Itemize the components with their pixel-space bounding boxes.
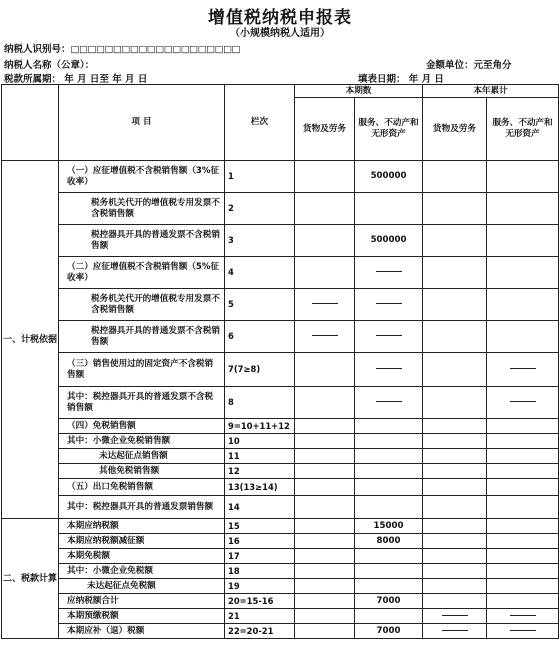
cell-goods (295, 496, 355, 519)
cell-services (355, 289, 423, 321)
row-item-label: 其中：税控器具开具的普通发票不含税销售额 (59, 387, 225, 419)
cell-ytd-services (487, 257, 559, 289)
table-row (2, 549, 559, 564)
dash-mark (442, 615, 468, 616)
row-item-label: （四）免税销售额 (59, 419, 225, 434)
cell-ytd-services (487, 353, 559, 387)
cell-services: 500000 (355, 161, 423, 193)
row-item-label: 税控器具开具的普通发票不含税销售额 (59, 321, 225, 353)
row-line-number: 4 (225, 257, 295, 289)
cell-ytd-services (487, 594, 559, 609)
row-line-number: 8 (225, 387, 295, 419)
row-line-number: 14 (225, 496, 295, 519)
cell-ytd-services (487, 289, 559, 321)
cell-goods (295, 289, 355, 321)
cell-goods (295, 449, 355, 464)
table-row (2, 225, 559, 257)
cell-services (355, 549, 423, 564)
cell-services (355, 479, 423, 496)
cell-ytd-services (487, 321, 559, 353)
table-row (2, 353, 559, 387)
table-row (2, 193, 559, 225)
taxpayer-id-boxes: □□□□□□□□□□□□□□□□□□□□ (70, 44, 241, 55)
cell-ytd-services (487, 579, 559, 594)
cell-ytd-services (487, 564, 559, 579)
table-row (2, 434, 559, 449)
cell-goods (295, 193, 355, 225)
table-row (2, 387, 559, 419)
cell-goods (295, 419, 355, 434)
cell-ytd-services (487, 161, 559, 193)
cell-services (355, 496, 423, 519)
row-line-number: 9=10+11+12 (225, 419, 295, 434)
table-row (2, 464, 559, 479)
taxpayer-name-label: 纳税人名称（公章）： (4, 60, 95, 71)
column-header-item: 项 目 (59, 85, 225, 161)
cell-ytd-goods (423, 225, 487, 257)
section-1-label: 一、计税依据 (2, 161, 59, 519)
cell-ytd-services (487, 609, 559, 624)
row-item-label: （三）销售使用过的固定资产不含税销售额 (59, 353, 225, 387)
cell-goods (295, 594, 355, 609)
cell-services (355, 564, 423, 579)
cell-ytd-services (487, 193, 559, 225)
column-header-ytd-services: 服务、不动产和无形资产 (487, 98, 559, 161)
cell-ytd-goods (423, 609, 487, 624)
cell-goods (295, 434, 355, 449)
row-line-number: 11 (225, 449, 295, 464)
cell-services: 8000 (355, 534, 423, 549)
cell-ytd-services (487, 387, 559, 419)
row-line-number: 18 (225, 564, 295, 579)
column-header-goods: 货物及劳务 (295, 98, 355, 161)
cell-ytd-services (487, 534, 559, 549)
form-title: 增值税纳税申报表 (208, 8, 352, 28)
cell-ytd-goods (423, 479, 487, 496)
row-line-number: 21 (225, 609, 295, 624)
dash-mark (376, 303, 402, 304)
cell-ytd-services (487, 519, 559, 534)
cell-ytd-goods (423, 419, 487, 434)
dash-mark (376, 368, 402, 369)
dash-mark (376, 271, 402, 272)
cell-goods (295, 479, 355, 496)
dash-mark (312, 335, 338, 336)
cell-goods (295, 609, 355, 624)
cell-services (355, 387, 423, 419)
cell-ytd-services (487, 419, 559, 434)
row-line-number: 16 (225, 534, 295, 549)
cell-services: 7000 (355, 624, 423, 639)
cell-ytd-goods (423, 534, 487, 549)
row-item-label: 应纳税额合计 (59, 594, 225, 609)
cell-ytd-services (487, 549, 559, 564)
section-2-label: 二、税款计算 (2, 519, 59, 639)
cell-goods (295, 225, 355, 257)
header-corner (2, 85, 59, 161)
cell-ytd-goods (423, 464, 487, 479)
cell-ytd-goods (423, 594, 487, 609)
cell-ytd-goods (423, 353, 487, 387)
row-line-number: 13(13≥14) (225, 479, 295, 496)
cell-ytd-goods (423, 564, 487, 579)
row-line-number: 2 (225, 193, 295, 225)
table-row (2, 609, 559, 624)
cell-ytd-goods (423, 496, 487, 519)
table-row (2, 257, 559, 289)
cell-goods (295, 464, 355, 479)
currency-unit: 金额单位：元至角分 (426, 60, 512, 71)
cell-services (355, 434, 423, 449)
cell-ytd-goods (423, 387, 487, 419)
row-item-label: 未达起征点免税额 (59, 579, 225, 594)
table-row (2, 321, 559, 353)
cell-services (355, 257, 423, 289)
cell-ytd-services (487, 434, 559, 449)
row-item-label: 本期预缴税额 (59, 609, 225, 624)
cell-goods (295, 534, 355, 549)
cell-ytd-goods (423, 161, 487, 193)
cell-goods (295, 549, 355, 564)
row-item-label: （二）应征增值税不含税销售额（5%征收率） (59, 257, 225, 289)
cell-ytd-services (487, 464, 559, 479)
dash-mark (510, 368, 536, 369)
cell-ytd-goods (423, 193, 487, 225)
table-row (2, 564, 559, 579)
cell-services (355, 579, 423, 594)
cell-goods (295, 161, 355, 193)
cell-ytd-services (487, 479, 559, 496)
dash-mark (510, 615, 536, 616)
taxpayer-id-label: 纳税人识别号： (4, 44, 71, 55)
cell-ytd-goods (423, 449, 487, 464)
dash-mark (510, 401, 536, 402)
cell-services (355, 353, 423, 387)
row-item-label: 其中：小微企业免税额 (59, 564, 225, 579)
cell-goods (295, 579, 355, 594)
row-line-number: 10 (225, 434, 295, 449)
cell-ytd-services (487, 449, 559, 464)
row-item-label: 未达起征点销售额 (59, 449, 225, 464)
row-item-label: 本期应纳税额 (59, 519, 225, 534)
column-header-line: 栏次 (225, 85, 295, 161)
dash-mark (376, 401, 402, 402)
cell-services (355, 419, 423, 434)
tax-period: 税款所属期： 年 月 日至 年 月 日 (4, 74, 148, 85)
row-item-label: 其中：税控器具开具的普通发票销售额 (59, 496, 225, 519)
table-row (2, 419, 559, 434)
cell-services: 500000 (355, 225, 423, 257)
row-line-number: 22=20-21 (225, 624, 295, 639)
cell-goods (295, 321, 355, 353)
row-item-label: 税务机关代开的增值税专用发票不含税销售额 (59, 289, 225, 321)
fill-date: 填表日期： 年 月 日 (358, 74, 444, 85)
column-header-ytd: 本年累计 (423, 85, 559, 98)
row-item-label: 税务机关代开的增值税专用发票不含税销售额 (59, 193, 225, 225)
table-row (2, 579, 559, 594)
table-row (2, 594, 559, 609)
form-subtitle: （小规模纳税人适用） (230, 28, 330, 39)
table-row (2, 479, 559, 496)
row-line-number: 3 (225, 225, 295, 257)
dash-mark (376, 335, 402, 336)
column-header-services: 服务、不动产和无形资产 (355, 98, 423, 161)
table-row (2, 534, 559, 549)
row-item-label: （一）应征增值税不含税销售额（3%征收率） (59, 161, 225, 193)
row-line-number: 7(7≥8) (225, 353, 295, 387)
cell-goods (295, 353, 355, 387)
row-item-label: 其中：小微企业免税销售额 (59, 434, 225, 449)
row-item-label: 本期应补（退）税额 (59, 624, 225, 639)
row-item-label: 其他免税销售额 (59, 464, 225, 479)
row-item-label: 本期应纳税额减征额 (59, 534, 225, 549)
dash-mark (312, 303, 338, 304)
cell-ytd-goods (423, 624, 487, 639)
row-item-label: 本期免税额 (59, 549, 225, 564)
table-row (2, 161, 559, 193)
dash-mark (442, 630, 468, 631)
row-line-number: 6 (225, 321, 295, 353)
cell-services (355, 609, 423, 624)
table-row (2, 289, 559, 321)
cell-ytd-goods (423, 519, 487, 534)
row-line-number: 12 (225, 464, 295, 479)
cell-goods (295, 624, 355, 639)
column-header-ytd-goods: 货物及劳务 (423, 98, 487, 161)
row-line-number: 1 (225, 161, 295, 193)
cell-goods (295, 387, 355, 419)
row-item-label: （五）出口免税销售额 (59, 479, 225, 496)
dash-mark (510, 630, 536, 631)
column-header-current: 本期数 (295, 85, 423, 98)
cell-ytd-goods (423, 257, 487, 289)
row-line-number: 17 (225, 549, 295, 564)
tax-return-table (1, 84, 559, 639)
cell-ytd-goods (423, 321, 487, 353)
row-line-number: 19 (225, 579, 295, 594)
table-row (2, 496, 559, 519)
cell-ytd-goods (423, 434, 487, 449)
row-line-number: 5 (225, 289, 295, 321)
cell-ytd-services (487, 225, 559, 257)
cell-services (355, 449, 423, 464)
row-item-label: 税控器具开具的普通发票不含税销售额 (59, 225, 225, 257)
table-row (2, 519, 559, 534)
table-row (2, 449, 559, 464)
cell-ytd-goods (423, 289, 487, 321)
cell-services: 7000 (355, 594, 423, 609)
cell-goods (295, 564, 355, 579)
cell-goods (295, 519, 355, 534)
cell-ytd-goods (423, 579, 487, 594)
cell-ytd-goods (423, 549, 487, 564)
table-row (2, 624, 559, 639)
taxpayer-id-line (4, 41, 240, 55)
row-line-number: 15 (225, 519, 295, 534)
row-line-number: 20=15-16 (225, 594, 295, 609)
cell-services (355, 193, 423, 225)
cell-services (355, 464, 423, 479)
cell-services: 15000 (355, 519, 423, 534)
cell-services (355, 321, 423, 353)
cell-goods (295, 257, 355, 289)
cell-ytd-services (487, 624, 559, 639)
cell-ytd-services (487, 496, 559, 519)
